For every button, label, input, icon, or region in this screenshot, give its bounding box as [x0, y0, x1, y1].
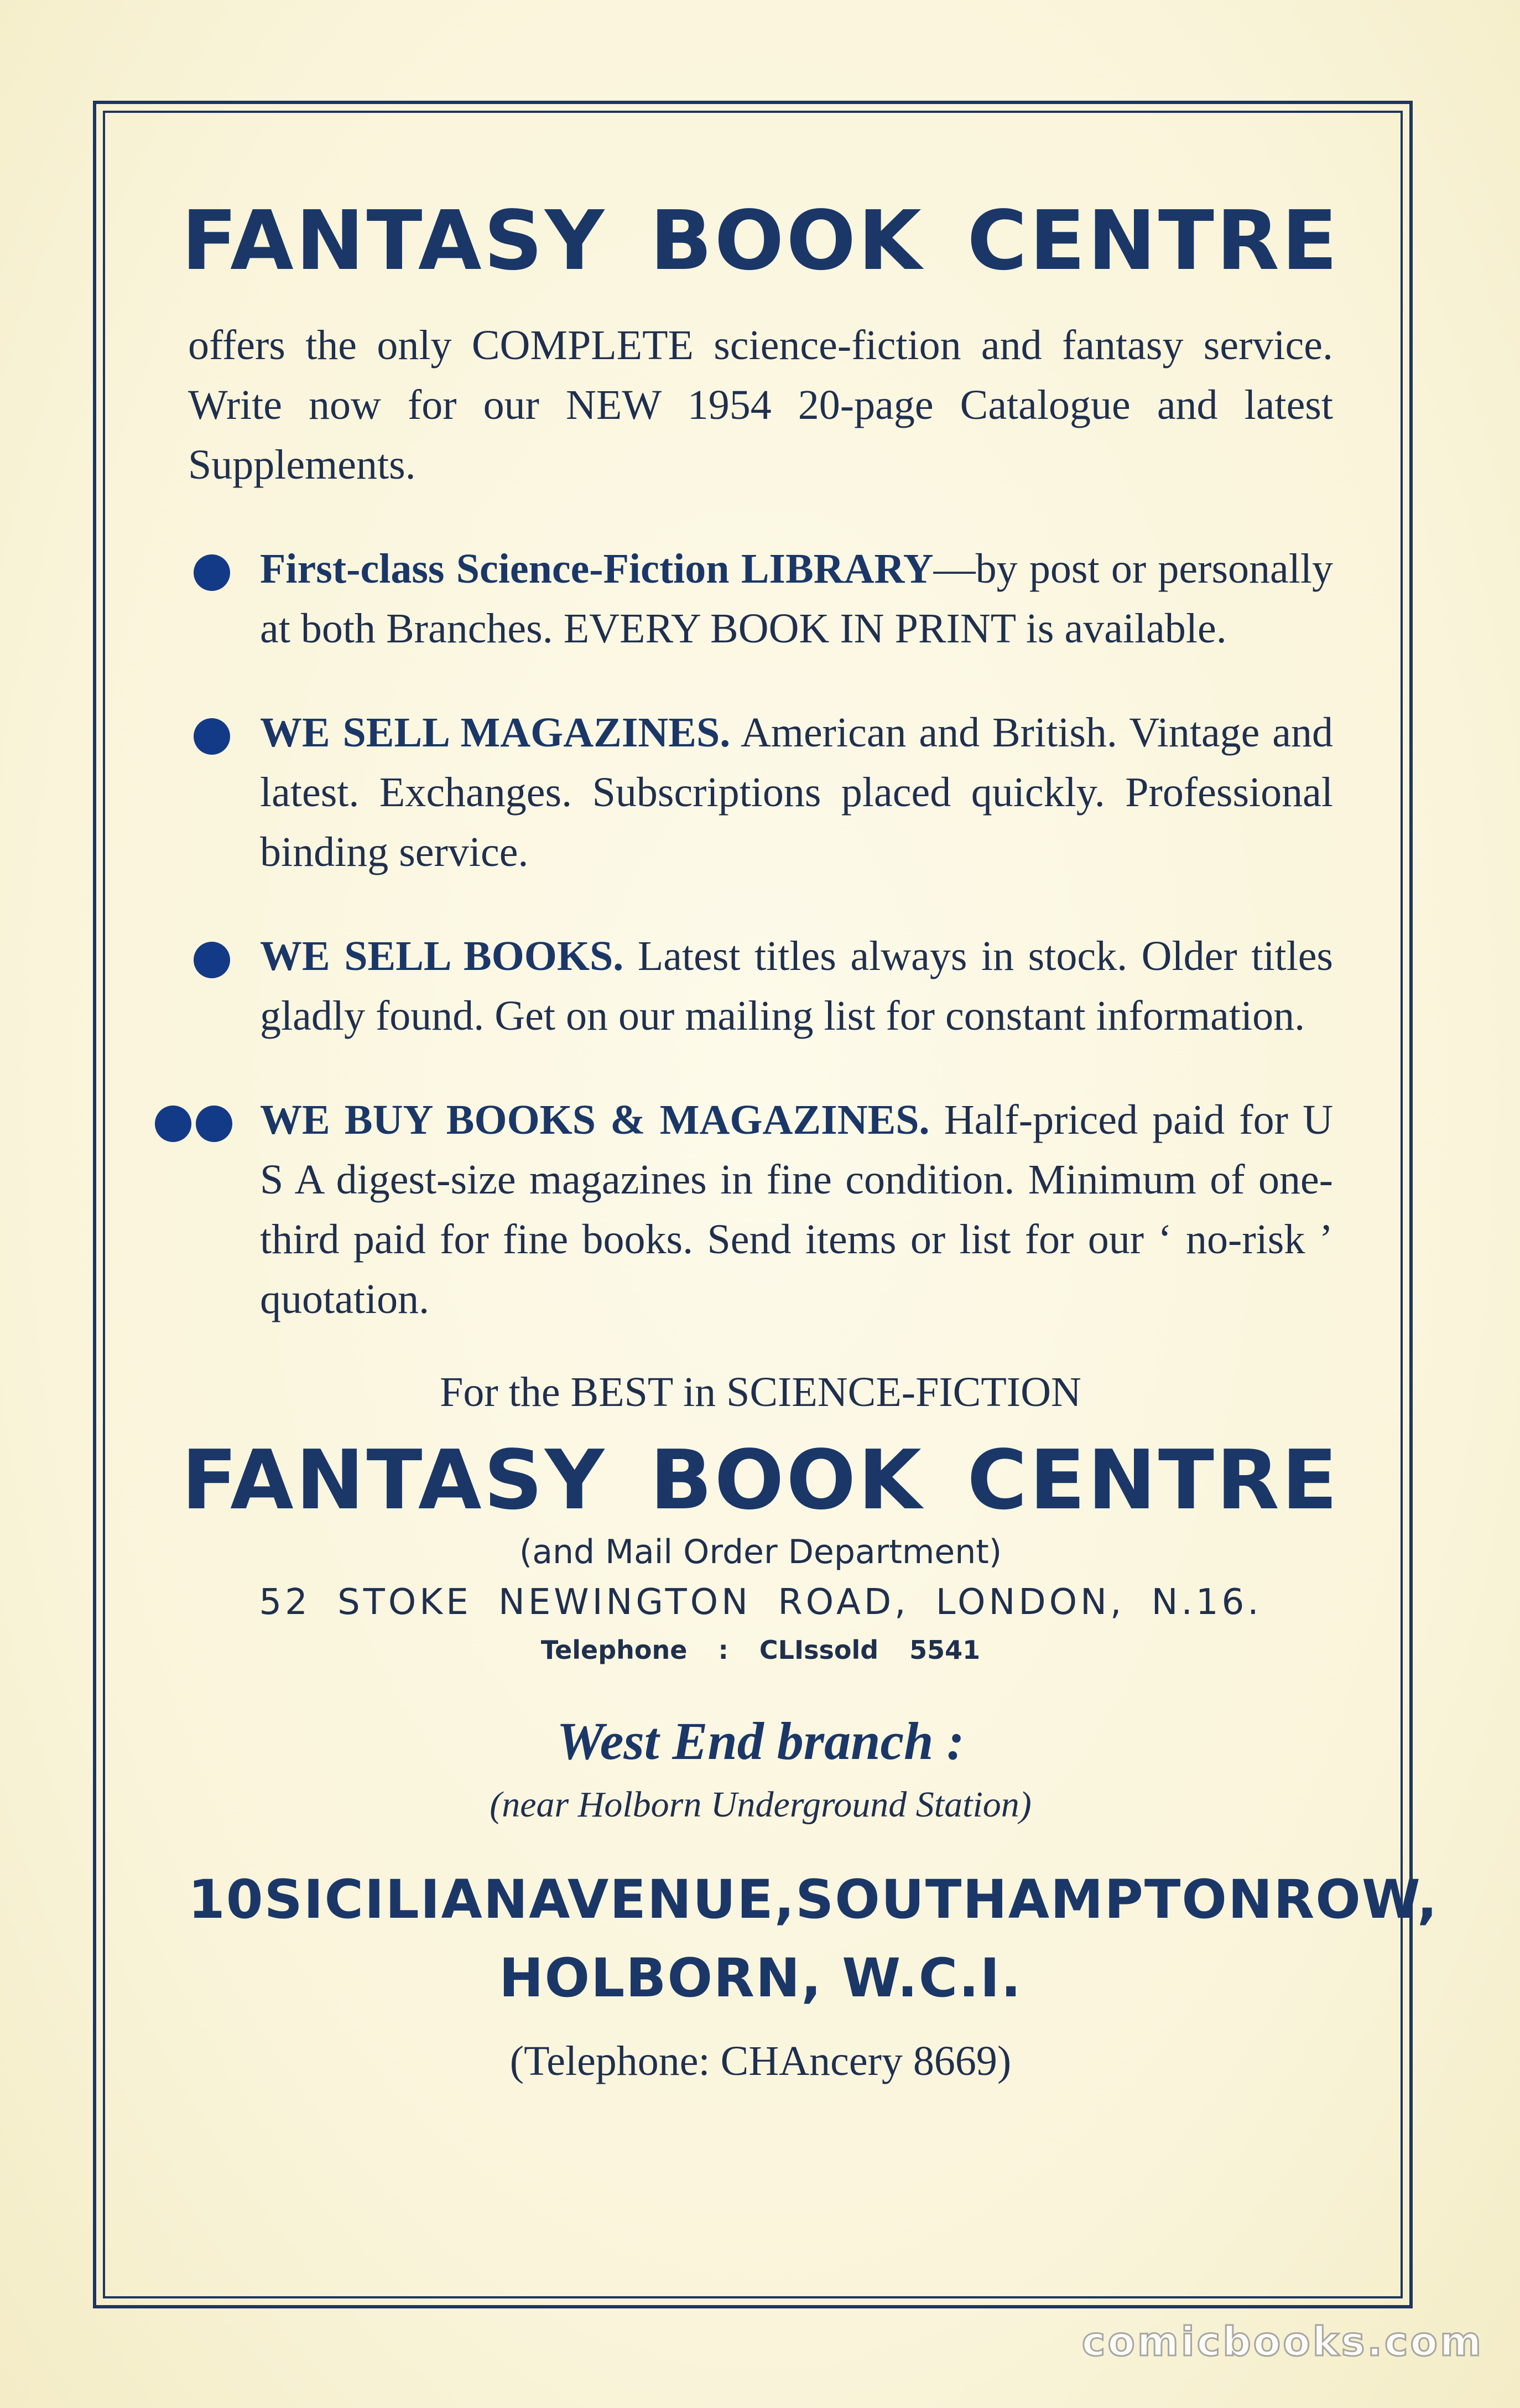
service-item-library	[188, 539, 1333, 658]
west-end-address	[188, 1860, 1439, 2017]
item-lead: WE SELL BOOKS.	[260, 933, 624, 979]
west-end-note: (near Holborn Underground Station)	[490, 1784, 1032, 1825]
intro-paragraph: offers the only COMPLETE science-fiction and fantasy service. Write now for our NEW 1954 20-page Catalogue and latest Supplements.	[188, 322, 1333, 488]
west-end-telephone: (Telephone: CHAncery 8669)	[509, 2038, 1012, 2084]
west-end-heading: West End branch :	[556, 1711, 965, 1771]
west-end-address-line1	[188, 1860, 1439, 1939]
address-word: SOUTHAMPTON	[795, 1869, 1274, 1930]
service-item-buy	[188, 1090, 1333, 1329]
service-item-books	[188, 926, 1333, 1046]
watermark: comicbooks.com	[1081, 2318, 1483, 2365]
main-telephone: Telephone : CLIssold 5541	[540, 1635, 981, 1665]
address-word: ROW,	[1273, 1869, 1439, 1930]
advert-content	[181, 193, 1439, 2092]
tagline: For the BEST in SCIENCE-FICTION	[440, 1369, 1081, 1415]
headline-word: FANTASY	[181, 1433, 607, 1528]
headline-word: CENTRE	[967, 1433, 1340, 1528]
address-word: AVENUE,	[529, 1869, 796, 1930]
service-item-magazines	[188, 703, 1333, 882]
bullet-dot-icon	[194, 554, 230, 591]
item-lead: WE SELL MAGAZINES.	[260, 709, 731, 756]
footer-headline	[181, 1433, 1340, 1528]
item-text: —by post or personally at both Branches. EVERY BOOK IN PRINT is available.	[260, 546, 1333, 652]
item-text: Latest titles always in stock. Older titles gladly found. Get on our mailing list for constant information.	[260, 933, 1333, 1039]
bullet-dot-icon	[196, 1106, 232, 1142]
headline-word: BOOK	[649, 193, 924, 288]
item-text: Half-priced paid for U S A digest-size magazines in fine condition. Minimum of one-third paid for fine books. Send items or list for our ‘ no-risk ’ quotation.	[260, 1097, 1333, 1322]
headline-word: FANTASY	[181, 193, 607, 288]
headline-word: CENTRE	[967, 193, 1340, 288]
item-lead: WE BUY BOOKS & MAGAZINES.	[260, 1097, 930, 1143]
main-address: 52 STOKE NEWINGTON ROAD, LONDON, N.16.	[259, 1582, 1262, 1623]
department-note: (and Mail Order Department)	[519, 1533, 1002, 1571]
address-word: SICILIAN	[264, 1869, 529, 1930]
bullet-dot-icon	[194, 718, 230, 755]
double-bullet-icon	[155, 1106, 232, 1142]
item-lead: First-class Science-Fiction LIBRARY	[260, 546, 934, 592]
bullet-dot-icon	[155, 1106, 191, 1142]
headline	[181, 193, 1340, 288]
bullet-dot-icon	[194, 942, 230, 978]
address-word: 10	[188, 1869, 264, 1930]
west-end-address-line2: HOLBORN, W.C.I.	[499, 1947, 1022, 2009]
item-text: American and British. Vintage and latest. Exchanges. Subscriptions placed quickly. Professional binding service.	[260, 709, 1333, 875]
headline-word: BOOK	[649, 1433, 924, 1528]
